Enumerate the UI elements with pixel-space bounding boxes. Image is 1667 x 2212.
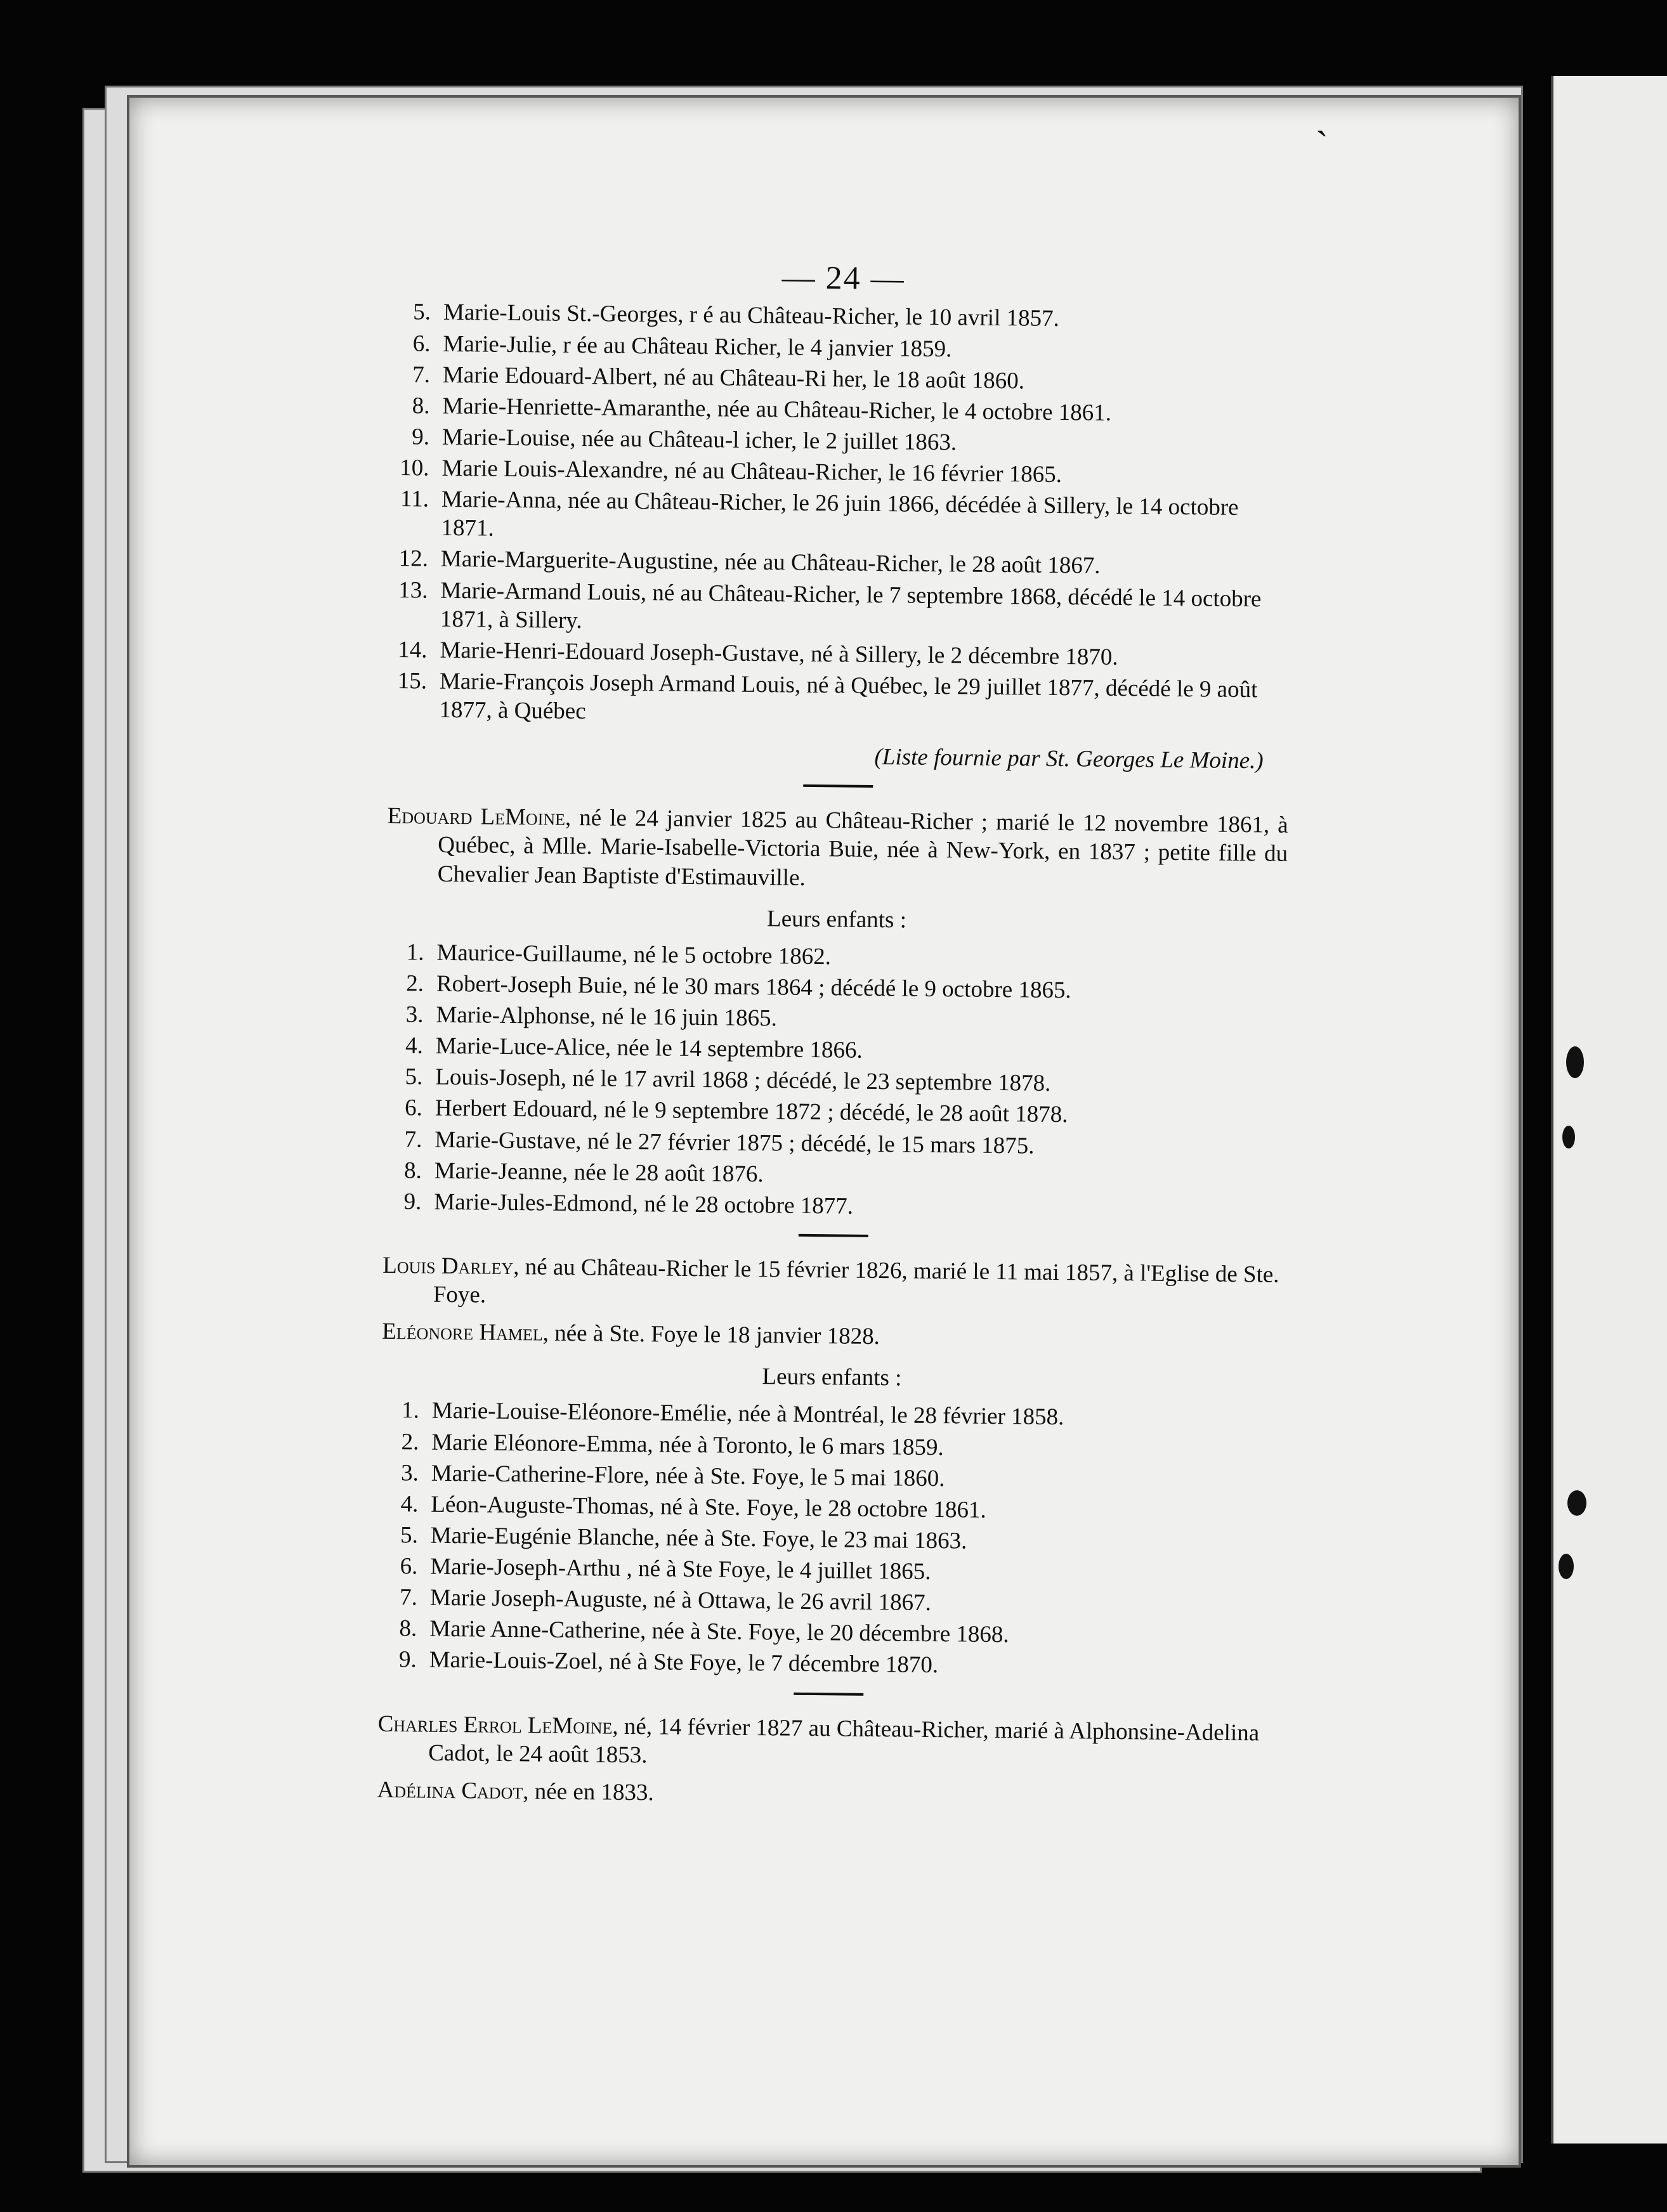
item-number: 3. xyxy=(400,1459,419,1487)
section-rule xyxy=(799,1234,868,1237)
list-item xyxy=(389,576,1291,642)
item-text: Marie-Eugénie Blanche, née à Ste. Foye, le 23 mai 1863. xyxy=(430,1522,967,1554)
item-text: Maurice-Guillaume, né le 5 octobre 1862. xyxy=(436,939,832,970)
section-rule xyxy=(794,1692,863,1695)
item-text: Marie-Louis-Zoel, né à Ste Foye, le 7 décembre 1870. xyxy=(429,1647,939,1679)
item-text: Marie-Henriette-Amaranthe, née au Château-Richer, le 4 octobre 1861. xyxy=(442,393,1112,426)
item-text: Marie-Gustave, né le 27 février 1875 ; décédé, le 15 mars 1875. xyxy=(435,1126,1035,1159)
item-number: 12. xyxy=(398,545,429,573)
item-text: Herbert Edouard, né le 9 septembre 1872 ; décédé, le 28 août 1878. xyxy=(435,1095,1068,1128)
item-number: 1. xyxy=(406,939,424,966)
item-number: 15. xyxy=(397,668,428,694)
ink-blot xyxy=(1567,1490,1586,1516)
item-number: 3. xyxy=(405,1001,424,1028)
source-note: (Liste fournie par St. Georges Le Moine.) xyxy=(874,744,1264,774)
family-entry xyxy=(377,1709,1279,1776)
children-list-darley xyxy=(379,1396,1283,1683)
item-text: Robert-Joseph Buie, né le 30 mars 1864 ; décédé le 9 octobre 1865. xyxy=(436,970,1071,1004)
corner-mark: ` xyxy=(1316,124,1328,166)
list-item xyxy=(388,667,1290,733)
item-number: 7. xyxy=(399,1584,418,1611)
ink-blot xyxy=(1566,1046,1584,1078)
item-text: Marie-Anna, née au Château-Richer, le 26 juin 1866, décédée à Sillery, le 14 octobre 1871. xyxy=(441,486,1239,542)
item-text: Marie-Louise-Eléonore-Emélie, née à Montréal, le 28 février 1858. xyxy=(431,1398,1064,1431)
item-text: Marie-Louise, née au Château-l icher, le 2 juillet 1863. xyxy=(441,424,957,456)
list-item xyxy=(383,1187,1284,1225)
item-number: 6. xyxy=(404,1095,423,1121)
item-number: 14. xyxy=(397,636,428,663)
entry-text: , né, 14 février 1827 au Château-Richer, marié à Alphonsine-Adelina Cadot, le 24 août 1853. xyxy=(428,1713,1260,1769)
item-text: Marie Anne-Catherine, née à Ste. Foye, le 20 décembre 1868. xyxy=(429,1616,1009,1648)
item-number: 5. xyxy=(413,299,431,326)
facing-page-edge xyxy=(1551,76,1667,2144)
person-name: Eléonore Hamel xyxy=(381,1318,543,1346)
item-number: 8. xyxy=(403,1157,422,1184)
item-text: Marie-Catherine-Flore, née à Ste. Foye, le 5 mai 1860. xyxy=(431,1460,945,1492)
person-name: Charles Errol LeMoine xyxy=(377,1710,613,1740)
item-text: Marie-Marguerite-Augustine, née au Château-Richer, le 28 août 1867. xyxy=(440,546,1101,580)
item-text: Marie-Jeanne, née le 28 août 1876. xyxy=(434,1157,764,1187)
item-number: 9. xyxy=(398,1646,417,1673)
page-content xyxy=(377,254,1294,1823)
item-text: Marie-Jules-Edmond, né le 28 octobre 1877. xyxy=(434,1188,854,1220)
item-text: Marie-Joseph-Arthu , né à Ste Foye, le 4 juillet 1865. xyxy=(430,1553,931,1585)
item-text: Marie Edouard-Albert, né au Château-Ri her, le 18 août 1860. xyxy=(442,361,1025,394)
item-text: Léon-Auguste-Thomas, né à Ste. Foye, le 28 octobre 1861. xyxy=(431,1491,986,1523)
ink-blot xyxy=(1562,1126,1575,1148)
item-number: 4. xyxy=(405,1032,424,1059)
item-text: Louis-Joseph, né le 17 avril 1868 ; décédé, le 23 septembre 1878. xyxy=(435,1064,1051,1097)
item-number: 13. xyxy=(398,576,428,604)
item-number: 6. xyxy=(400,1553,418,1580)
family-entry xyxy=(382,1251,1284,1318)
item-number: 5. xyxy=(400,1522,419,1549)
entry-text: , né au Château-Richer le 15 février 1826, marié le 11 mai 1857, à l'Eglise de Ste. Foye. xyxy=(433,1254,1279,1308)
page-number: — 24 — xyxy=(781,259,905,297)
entry-text: , né le 24 janvier 1825 au Château-Richer ; marié le 12 novembre 1861, à Québec, à Mlle. Marie-Isabelle-Victoria Buie, née à New-York, en 1837 ; petite fille du Chevalier Jean Baptiste d'Estimauville. xyxy=(437,805,1288,891)
item-text: Marie-Henri-Edouard Joseph-Gustave, né à Sillery, le 2 décembre 1870. xyxy=(440,637,1118,670)
entry-text: , née en 1833. xyxy=(523,1778,654,1806)
person-name: Edouard LeMoine xyxy=(387,803,566,831)
item-text: Marie-Luce-Alice, née le 14 septembre 1866. xyxy=(435,1032,863,1064)
spouse-entry xyxy=(382,1317,1283,1355)
item-number: 4. xyxy=(400,1491,419,1518)
item-number: 5. xyxy=(405,1064,423,1090)
item-number: 7. xyxy=(404,1126,422,1153)
children-list-edouard xyxy=(383,938,1287,1225)
spouse-entry xyxy=(377,1776,1278,1814)
item-number: 9. xyxy=(412,424,430,450)
section-rule xyxy=(803,784,873,788)
item-text: Marie Eléonore-Emma, née à Toronto, le 6 mars 1859. xyxy=(431,1429,944,1461)
item-number: 10. xyxy=(399,455,429,481)
children-list-st-georges xyxy=(388,297,1293,733)
item-text: Marie Joseph-Auguste, né à Ottawa, le 26 avril 1867. xyxy=(429,1584,932,1617)
entry-text: , née à Ste. Foye le 18 janvier 1828. xyxy=(542,1320,880,1350)
item-text: Marie-Louis St.-Georges, r é au Château-Richer, le 10 avril 1857. xyxy=(443,299,1060,332)
list-item xyxy=(390,485,1291,551)
item-text: Marie-Armand Louis, né au Château-Richer, le 7 septembre 1868, décédé le 14 octobre 1871, à Sillery. xyxy=(440,577,1262,634)
item-number: 1. xyxy=(401,1397,420,1424)
item-text: Marie Louis-Alexandre, né au Château-Richer, le 16 février 1865. xyxy=(441,455,1062,488)
item-text: Marie-Julie, r ée au Château Richer, le 4 janvier 1859. xyxy=(443,330,952,362)
item-number: 2. xyxy=(401,1428,419,1455)
item-text: Marie-François Joseph Armand Louis, né à Québec, le 29 juillet 1877, décédé le 9 août 1877, à Québec xyxy=(439,668,1258,725)
person-name: Adélina Cadot xyxy=(377,1776,523,1805)
item-text: Marie-Alphonse, né le 16 juin 1865. xyxy=(436,1001,778,1032)
item-number: 2. xyxy=(405,970,424,997)
list-item xyxy=(379,1645,1279,1683)
item-number: 7. xyxy=(412,361,431,388)
children-heading: Leurs enfants : xyxy=(766,905,907,934)
family-entry xyxy=(387,802,1288,897)
item-number: 8. xyxy=(412,393,430,419)
ink-blot xyxy=(1559,1554,1574,1579)
item-number: 6. xyxy=(412,330,431,357)
item-number: 11. xyxy=(400,486,429,512)
item-number: 8. xyxy=(399,1615,417,1642)
children-heading: Leurs enfants : xyxy=(762,1363,902,1391)
person-name: Louis Darley xyxy=(382,1252,514,1280)
item-number: 9. xyxy=(403,1188,422,1215)
